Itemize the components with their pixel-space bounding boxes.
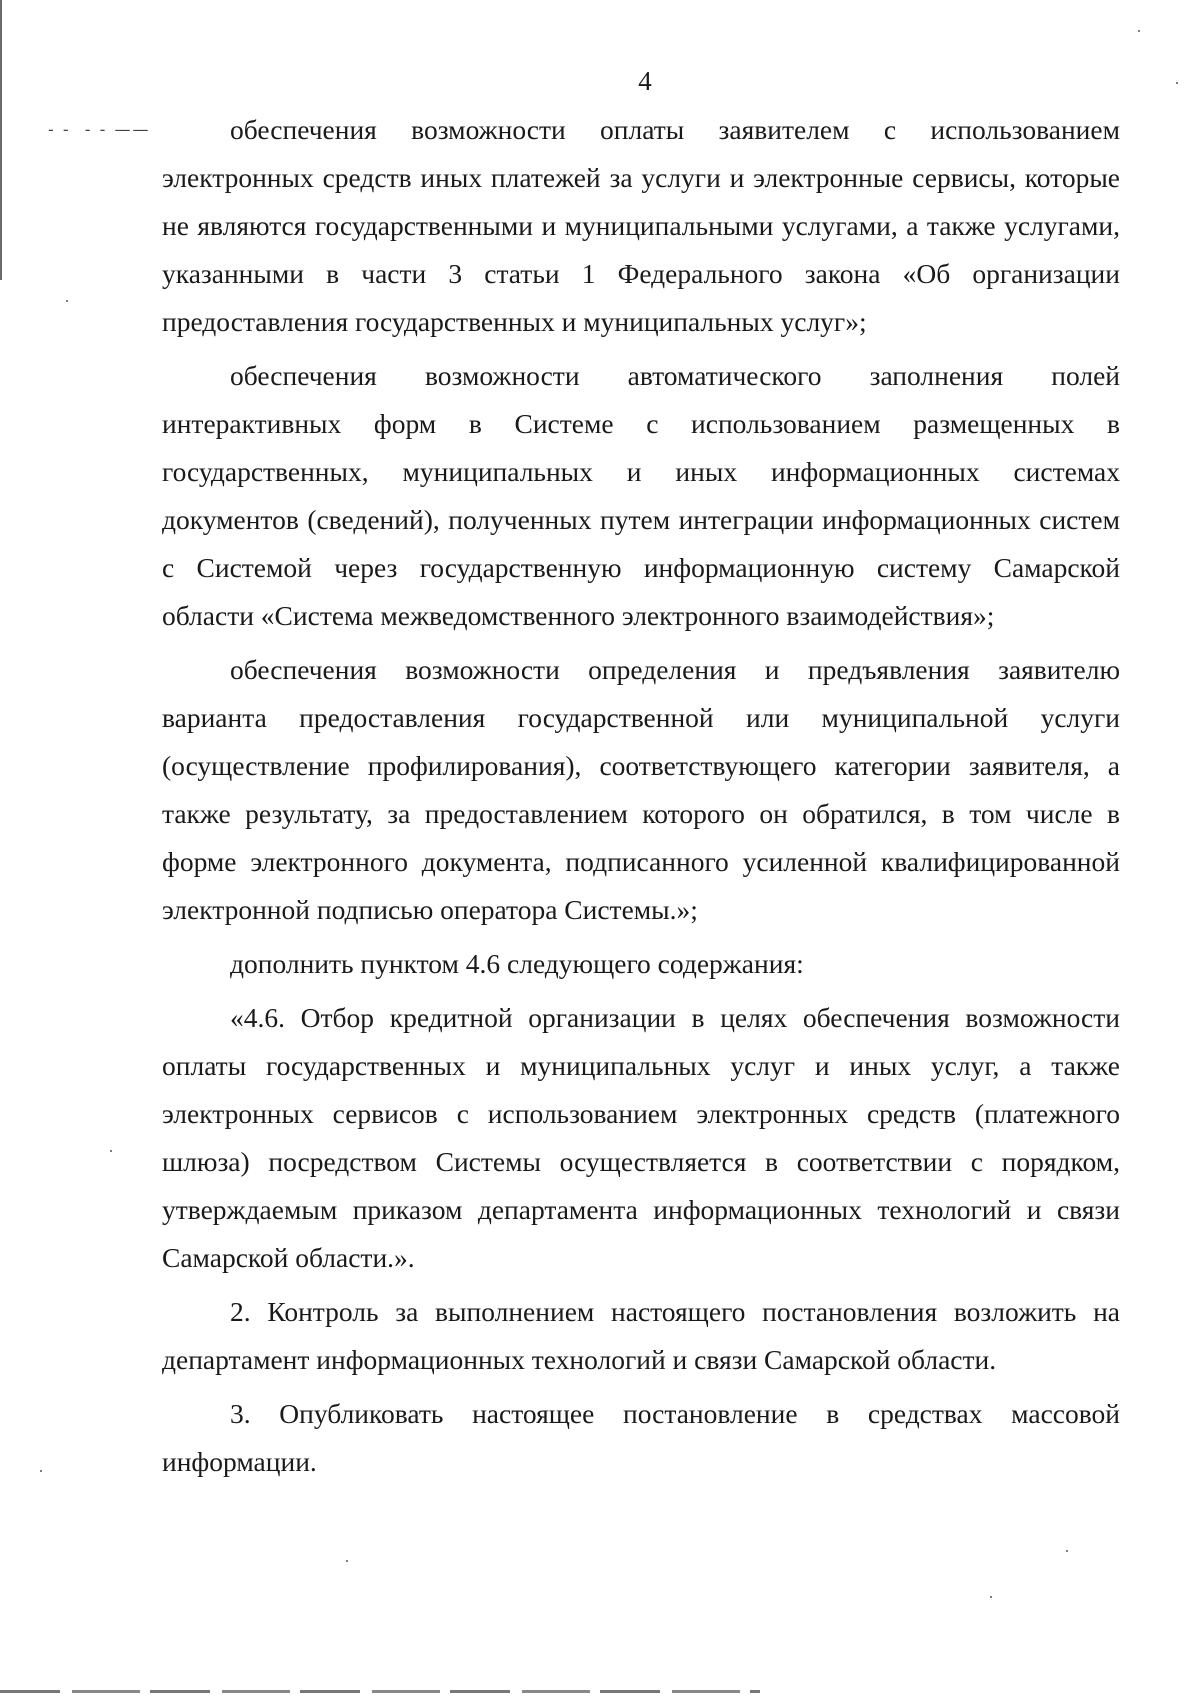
page-number: 4	[638, 66, 652, 96]
paragraph-payment-services: обеспечения возможности оплаты заявителем с использованием электронных средств иных платежей за услуги и электронные сервисы, которые не являются государственными и муниципальными услугами, а также услугами, указанными в части 3 статьи 1 Федерального закона «Об организации предоставления государственных и муниципальных услуг»;	[162, 114, 1120, 337]
scan-edge-line	[0, 0, 2, 280]
scan-speck	[346, 1560, 348, 1562]
scan-speck	[40, 1470, 42, 1472]
scan-margin-mark: - - - - ——	[48, 120, 151, 139]
scan-speck	[66, 300, 68, 302]
scan-speck	[1066, 1550, 1068, 1552]
paragraph-autofill-forms: обеспечения возможности автоматического заполнения полей интерактивных форм в Системе с использованием размещенных в государственных, муниципальных и иных информационных системах документов (сведений), полученных путем интеграции информационных систем с Системой через государственную информационную систему Самарской области «Система межведомственного электронного взаимодействия»;	[162, 360, 1120, 631]
paragraph-control: 2. Контроль за выполнением настоящего постановления возложить на департамент информационных технологий и связи Самарской области.	[162, 1296, 1120, 1375]
paragraph-publish: 3. Опубликовать настоящее постановление в средствах массовой информации.	[162, 1398, 1120, 1477]
scan-speck	[1138, 30, 1140, 32]
scan-speck	[110, 1150, 112, 1152]
paragraph-clause-4-6: «4.6. Отбор кредитной организации в целях обеспечения возможности оплаты государственных и муниципальных услуг и иных услуг, а также электронных сервисов с использованием электронных средств (платежного шлюза) посредством Системы осуществляется в соответствии с порядком, утверждаемым приказом департамента информационных технологий и связи Самарской области.».	[162, 1002, 1120, 1273]
paragraph-amend-4-6: дополнить пунктом 4.6 следующего содержания:	[230, 948, 804, 979]
document-body	[162, 106, 1120, 1486]
scan-bottom-edge	[0, 1690, 760, 1693]
scan-speck	[990, 1596, 992, 1598]
paragraph-profiling: обеспечения возможности определения и предъявления заявителю варианта предоставления государственной или муниципальной услуги (осуществление профилирования), соответствующего категории заявителя, а также результату, за предоставлением которого он обратился, в том числе в форме электронного документа, подписанного усиленной квалифицированной электронной подписью оператора Системы.»;	[162, 654, 1120, 925]
